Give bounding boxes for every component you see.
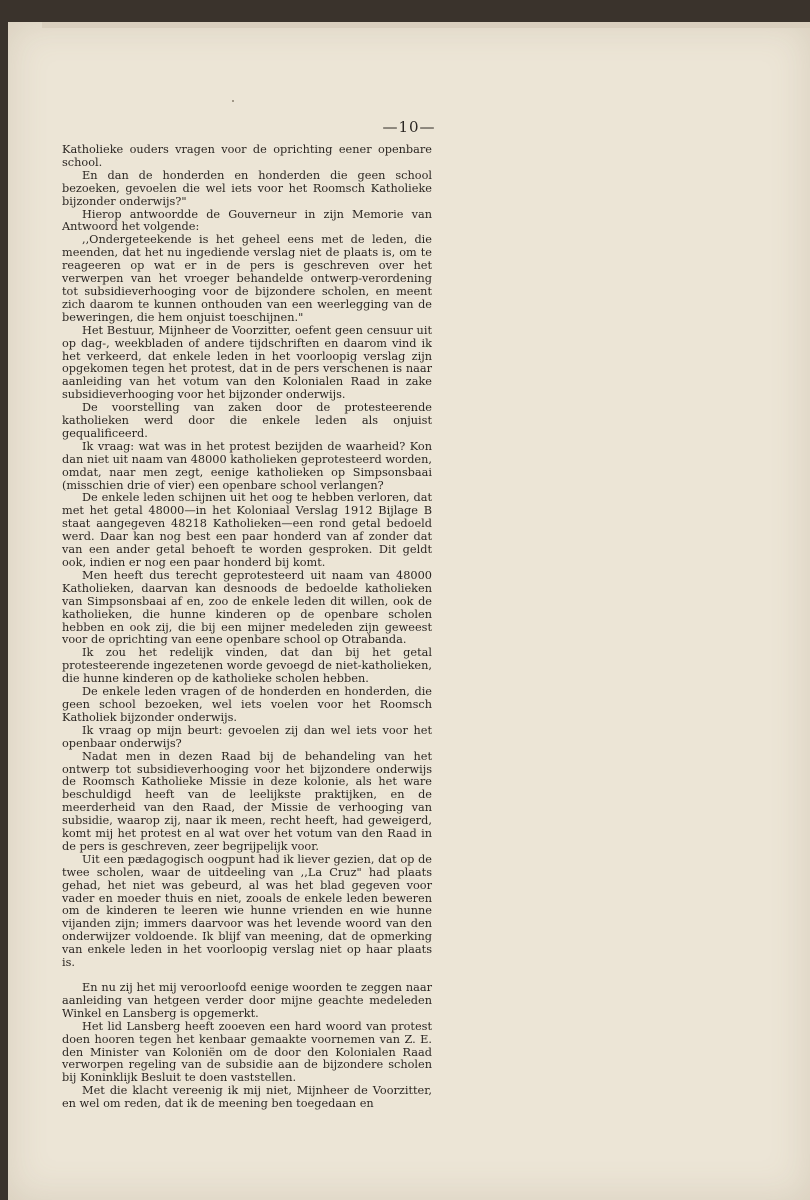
paragraph: Met die klacht vereenig ik mij niet, Mijnheer de Voorzitter, en wel om reden, dat ik de meening ben toegedaan en (62, 1084, 432, 1111)
paragraph: Ik vraag: wat was in het protest bezijden de waarheid? Kon dan niet uit naam van 48000 katholieken geprotesteerd worden, omdat, naar men zegt, eenige katholieken op Simpsonsbaai (misschien drie of vier) een openbare school verlangen? (62, 439, 432, 492)
paragraph: En nu zij het mij veroorloofd eenige woorden te zeggen naar aanleiding van hetgeen verder door mijne geachte medeleden Winkel en Lansberg is opgemerkt. (62, 981, 432, 1020)
page-number: —10— (382, 118, 436, 136)
paragraph: Uit een pædagogisch oogpunt had ik liever gezien, dat op de twee scholen, waar de uitdeeling van ,,La Cruz" had plaats gehad, het niet was gebeurd, al was het blad gegeven voor vader en moeder thuis en niet, zooals de enkele leden beweren om de kinderen te leeren wie hunne vrienden en wie hunne vijanden zijn; immers daarvoor was het levende woord van den onderwijzer voldoende. Ik blijf van meening, dat de opmerking van enkele leden in het voorloopig verslag niet op haar plaats is. (62, 852, 432, 970)
page-edge (42, 22, 810, 28)
paragraph: Hierop antwoordde de Gouverneur in zijn Memorie van Antwoord het volgende: (62, 207, 432, 234)
paragraph: Het Bestuur, Mijnheer de Voorzitter, oefent geen censuur uit op dag-, weekbladen of andere tijdschriften en daarom vind ik het verkeerd, dat enkele leden in het voorloopig verslag zijn opgekomen tegen het protest, dat in de pers verschenen is naar aanleiding van het votum van den Kolonialen Raad in zake subsidieverhooging voor het bijzonder onderwijs. (62, 323, 432, 402)
paragraph: De enkele leden schijnen uit het oog te hebben verloren, dat met het getal 48000—in het Koloniaal Verslag 1912 Bijlage B staat aangegeven 48218 Katholieken—een rond getal bedoeld werd. Daar kan nog best een paar honderd van af zonder dat van een ander getal behoeft te worden gesproken. Dit geldt ook, indien er nog een paar honderd bij komt. (62, 491, 432, 569)
paragraph: Het lid Lansberg heeft zooeven een hard woord van protest doen hooren tegen het kenbaar gemaakte voornemen van Z. E. den Minister van Koloniën om de door den Kolonialen Raad verworpen regeling van de subsidie aan de bijzondere scholen bij Koninklijk Besluit te doen vaststellen. (62, 1019, 432, 1085)
paragraph: ,,Ondergeteekende is het geheel eens met de leden, die meenden, dat het nu ingediende verslag niet de plaats is, om te reageeren op wat er in de pers is geschreven over het verwerpen van het vroeger behandelde ontwerp-verordening tot subsidieverhooging voor de bijzondere scholen, en meent zich daarom te kunnen onthouden van een weerlegging van de beweringen, die hem onjuist toeschijnen." (62, 233, 432, 324)
paragraph: Ik zou het redelijk vinden, dat dan bij het getal protesteerende ingezetenen worde gevoegd de niet-katholieken, die hunne kinderen op de katholieke scholen hebben. (62, 646, 432, 686)
document-page (8, 22, 810, 1200)
paragraph: Men heeft dus terecht geprotesteerd uit naam van 48000 Katholieken, daarvan kan desnoods de bedoelde katholieken van Simpsonsbaai af en, zoo de enkele leden dit willen, ook de katholieken, die hunne kinderen op de openbare scholen hebben en ook zij, die bij een mijner medeleden zijn geweest voor de oprichting van eene openbare school op Otrabanda. (62, 568, 432, 647)
paragraph: De voorstelling van zaken door de protesteerende katholieken werd door die enkele leden als onjuist gequalificeerd. (62, 401, 432, 440)
body-text (62, 144, 432, 1111)
paragraph: En dan de honderden en honderden die geen school bezoeken, gevoelen die wel iets voor het Roomsch Katholieke bijzonder onderwijs?" (62, 168, 432, 208)
paragraph: Nadat men in dezen Raad bij de behandeling van het ontwerp tot subsidieverhooging voor het bijzondere onderwijs de Roomsch Katholieke Missie in deze kolonie, als het ware beschuldigd heeft van de leelijkste praktijken, en de meerderheid van den Raad, der Missie de verhooging van subsidie, waarop zij, naar ik meen, recht heeft, had geweigerd, komt mij het protest en al wat over het votum van den Raad in de pers is geschreven, zeer begrijpelijk voor. (62, 749, 432, 853)
speck-mark (232, 100, 234, 102)
paragraph: Ik vraag op mijn beurt: gevoelen zij dan wel iets voor het openbaar onderwijs? (62, 723, 432, 750)
paragraph: Katholieke ouders vragen voor de oprichting eener openbare school. (62, 143, 432, 169)
paragraph: De enkele leden vragen of de honderden en honderden, die geen school bezoeken, wel iets voelen voor het Roomsch Katholiek bijzonder onderwijs. (62, 685, 432, 724)
